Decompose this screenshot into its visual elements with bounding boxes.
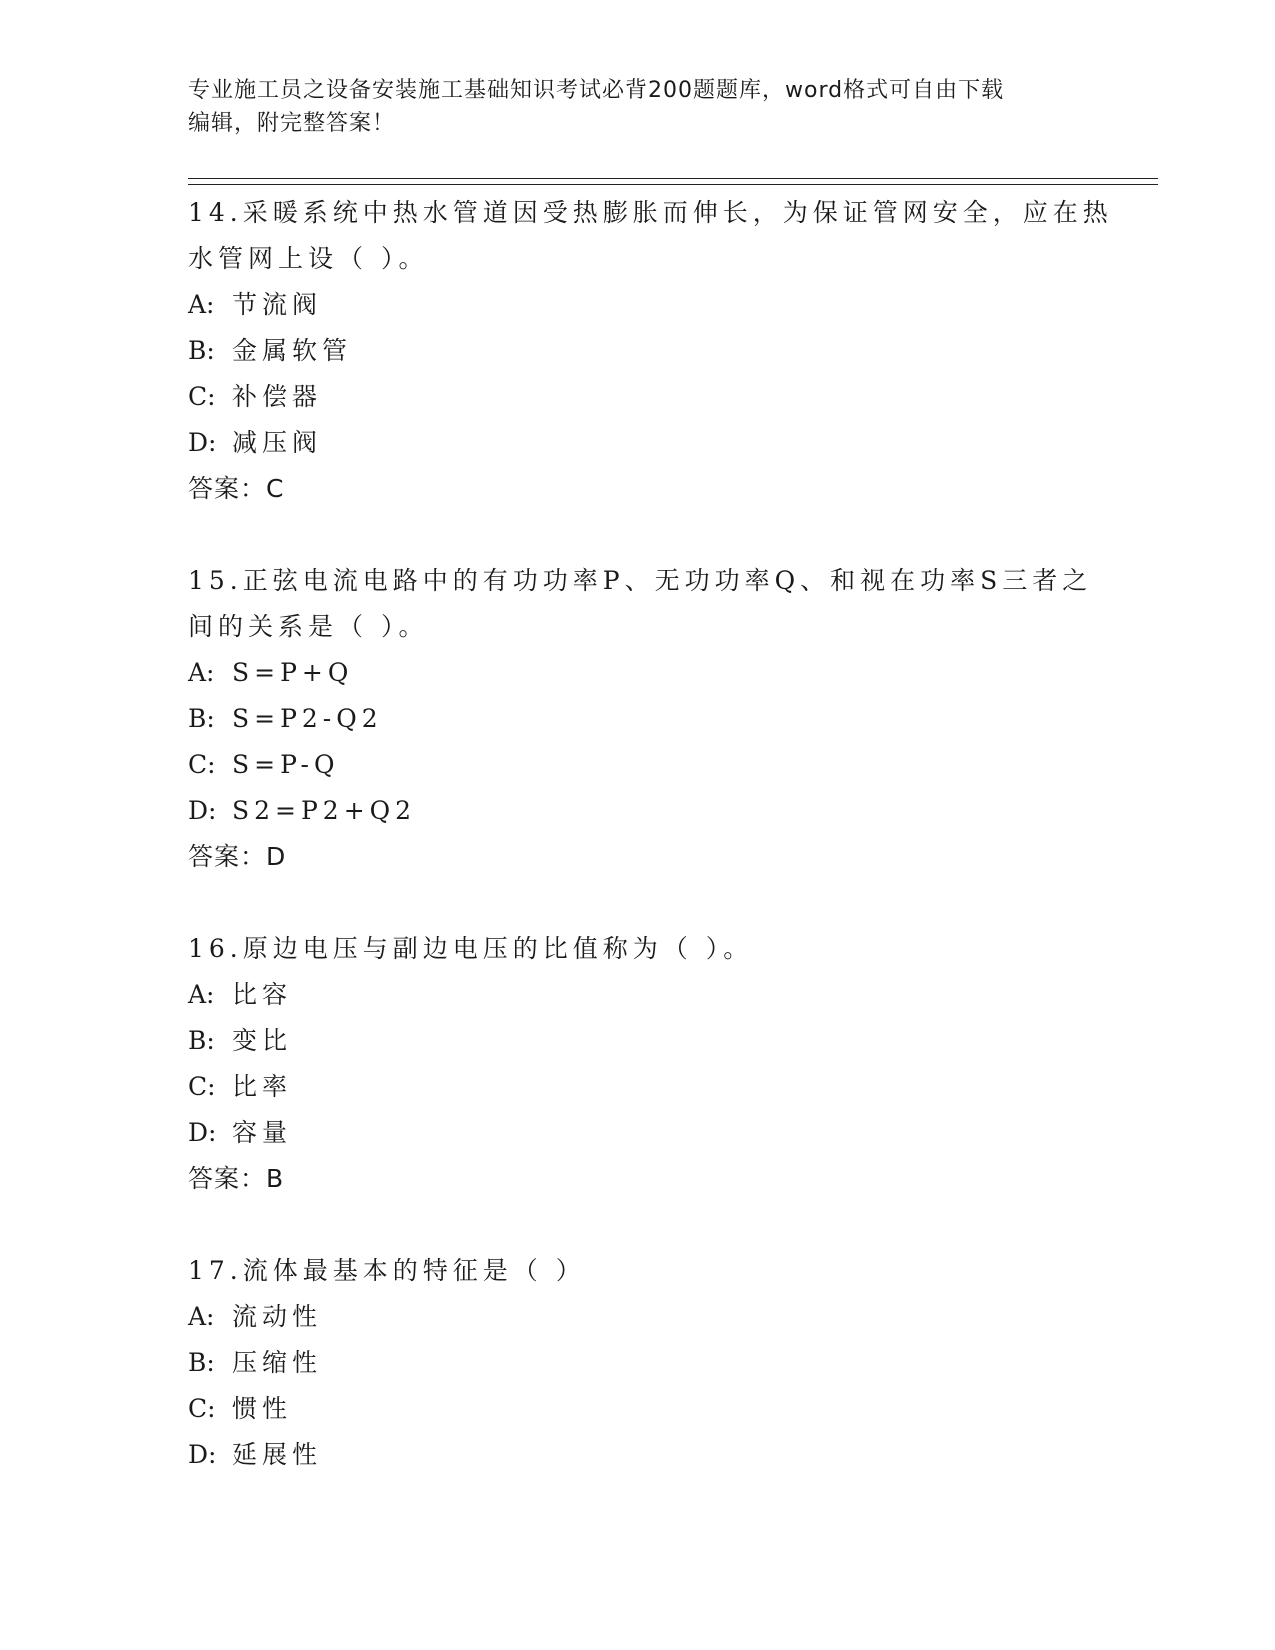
option-text: 压缩性 <box>232 1348 323 1377</box>
option-letter: D: <box>188 428 217 457</box>
question-text: 17.流体最基本的特征是（ ） <box>188 1256 586 1285</box>
question-text: 水管网上设（ ）。 <box>188 244 429 273</box>
option-text: 减压阀 <box>232 428 323 457</box>
option-c <box>188 374 1088 420</box>
question-16 <box>188 926 1088 1202</box>
option-d <box>188 1432 1088 1478</box>
option-c <box>188 742 1088 788</box>
question-list <box>188 190 1113 1524</box>
option-text: 变比 <box>232 1026 293 1055</box>
answer-line: 答案：C <box>188 474 285 503</box>
option-text: 补偿器 <box>232 382 323 411</box>
option-c <box>188 1064 1088 1110</box>
question-text: 14.采暖系统中热水管道因受热膨胀而伸长，为保证管网安全，应在热 <box>188 198 1113 227</box>
question-15 <box>188 558 1093 880</box>
header-line-1: 专业施工员之设备安装施工基础知识考试必背200题题库，word格式可自由下载 <box>188 78 1005 103</box>
question-14 <box>188 190 1113 512</box>
option-letter: C: <box>188 382 216 411</box>
option-text: 惯性 <box>232 1394 293 1423</box>
option-a <box>188 972 1088 1018</box>
option-text: 流动性 <box>232 1302 323 1331</box>
option-a <box>188 282 1088 328</box>
option-letter: B: <box>188 1348 215 1377</box>
header-divider-bottom <box>188 184 1158 185</box>
option-b <box>188 1340 1088 1386</box>
option-a <box>188 650 1088 696</box>
option-letter: D: <box>188 1118 217 1147</box>
option-d <box>188 420 1088 466</box>
option-letter: A: <box>188 290 215 319</box>
question-text: 16.原边电压与副边电压的比值称为（ ）。 <box>188 934 754 963</box>
option-text: 延展性 <box>232 1440 323 1469</box>
option-b <box>188 696 1088 742</box>
option-a <box>188 1294 1088 1340</box>
option-letter: C: <box>188 1394 216 1423</box>
option-text: 容量 <box>232 1118 293 1147</box>
option-b <box>188 1018 1088 1064</box>
option-letter: B: <box>188 704 215 733</box>
option-letter: D: <box>188 1440 217 1469</box>
answer-line: 答案：D <box>188 842 287 871</box>
option-text: 节流阀 <box>232 290 323 319</box>
header-divider-top <box>188 178 1158 179</box>
question-17 <box>188 1248 1088 1478</box>
option-letter: B: <box>188 1026 215 1055</box>
option-d <box>188 788 1088 834</box>
option-text: S2=P2+Q2 <box>232 796 417 825</box>
option-letter: C: <box>188 750 216 779</box>
option-letter: A: <box>188 980 215 1009</box>
option-text: 比容 <box>232 980 293 1009</box>
option-text: 比率 <box>232 1072 293 1101</box>
option-letter: A: <box>188 658 215 687</box>
question-text: 间的关系是（ ）。 <box>188 612 429 641</box>
option-letter: B: <box>188 336 215 365</box>
option-b <box>188 328 1088 374</box>
option-letter: C: <box>188 1072 216 1101</box>
option-text: S=P-Q <box>232 750 340 779</box>
option-c <box>188 1386 1088 1432</box>
answer-line: 答案：B <box>188 1164 285 1193</box>
option-letter: A: <box>188 1302 215 1331</box>
option-text: 金属软管 <box>232 336 353 365</box>
option-letter: D: <box>188 796 217 825</box>
header-line-2: 编辑，附完整答案！ <box>188 111 396 136</box>
option-text: S=P+Q <box>232 658 354 687</box>
question-text: 15.正弦电流电路中的有功功率P、无功功率Q、和视在功率S三者之 <box>188 566 1093 595</box>
option-d <box>188 1110 1088 1156</box>
page-header <box>188 74 1088 140</box>
option-text: S=P2-Q2 <box>232 704 383 733</box>
